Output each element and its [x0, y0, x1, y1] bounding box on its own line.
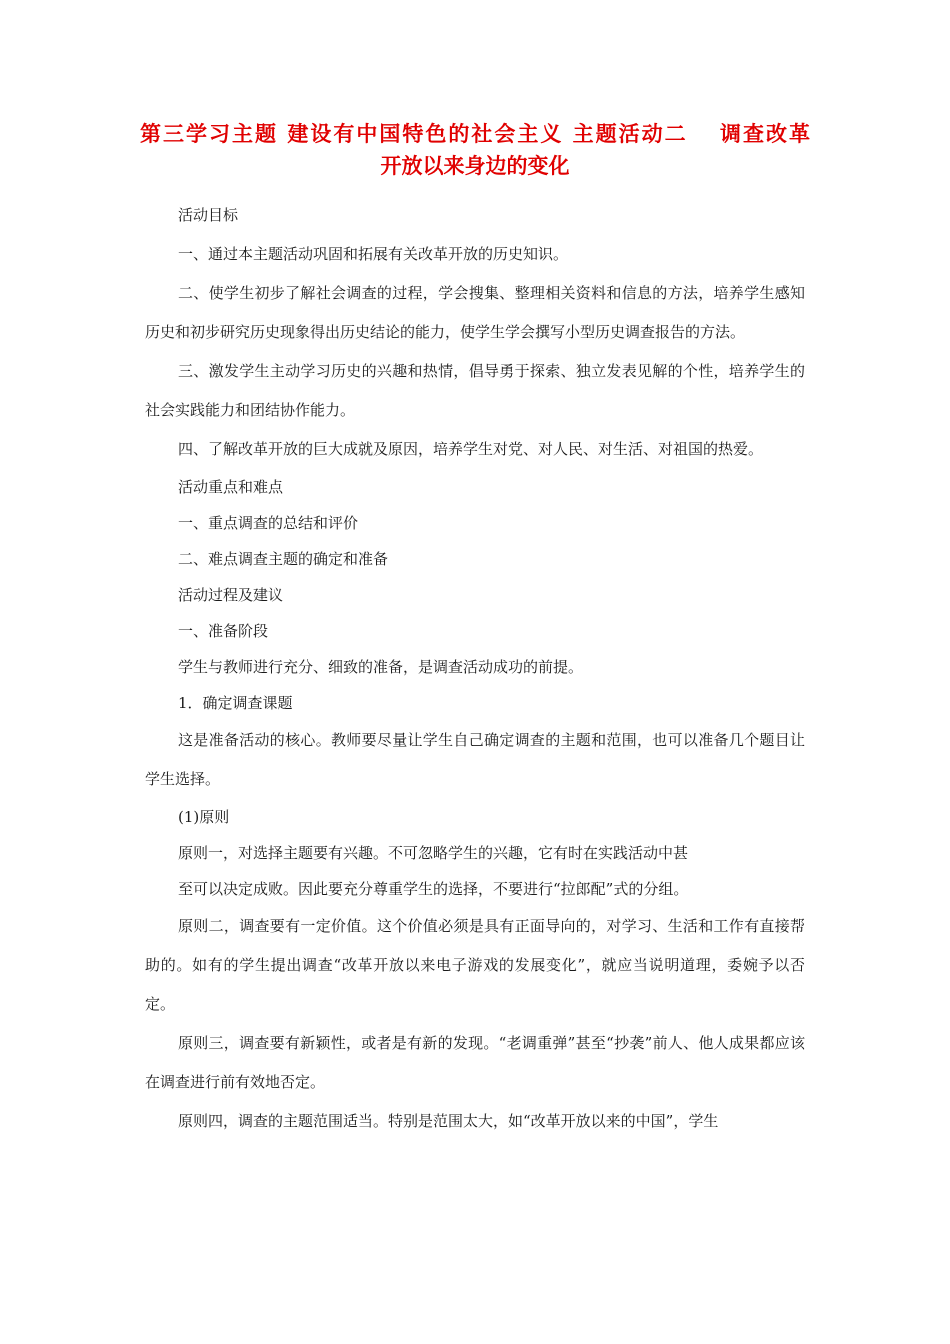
heading-determine-topic: 1．确定调查课题	[178, 694, 293, 712]
paragraph-goal-2: 二、使学生初步了解社会调查的过程，学会搜集、整理相关资料和信息的方法，培养学生感知历史和初步研究历史现象得出历史结论的能力，使学生学会撰写小型历史调查报告的方法。	[145, 284, 805, 341]
heading-activity-goals: 活动目标	[178, 206, 239, 224]
heading-key-points: 活动重点和难点	[178, 478, 284, 496]
paragraph-principle-2: 原则二，调查要有一定价值。这个价值必须是具有正面导向的，对学习、生活和工作有直接帮助的。如有的学生提出调查“改革开放以来电子游戏的发展变化”，就应当说明道理，委婉予以否定。	[145, 917, 805, 1013]
title-line-1: 第三学习主题 建设有中国特色的社会主义 主题活动二 调查改革	[140, 122, 810, 146]
document-title	[140, 118, 810, 182]
paragraph-key-point: 一、重点调查的总结和评价	[178, 514, 359, 532]
paragraph-principle-1b: 至可以决定成败。因此要充分尊重学生的选择，不要进行“拉郎配”式的分组。	[178, 880, 689, 898]
paragraph-goal-1: 一、通过本主题活动巩固和拓展有关改革开放的历史知识。	[178, 245, 569, 263]
title-line-2: 开放以来身边的变化	[380, 154, 570, 178]
paragraph-principle-3: 原则三，调查要有新颖性，或者是有新的发现。“老调重弹”甚至“抄袭”前人、他人成果都应该在调查进行前有效地否定。	[145, 1034, 805, 1091]
heading-preparation-stage: 一、准备阶段	[178, 622, 269, 640]
paragraph-goal-3: 三、激发学生主动学习历史的兴趣和热情，倡导勇于探索、独立发表见解的个性，培养学生的社会实践能力和团结协作能力。	[145, 362, 805, 419]
paragraph-preparation: 学生与教师进行充分、细致的准备，是调查活动成功的前提。	[178, 658, 584, 676]
document-body	[145, 196, 805, 1141]
paragraph-principle-4: 原则四，调查的主题范围适当。特别是范围太大，如“改革开放以来的中国”，学生	[178, 1112, 719, 1130]
paragraph-difficult-point: 二、难点调查主题的确定和准备	[178, 550, 389, 568]
paragraph-goal-4: 四、了解改革开放的巨大成就及原因，培养学生对党、对人民、对生活、对祖国的热爱。	[178, 440, 764, 458]
paragraph-principle-1a: 原则一，对选择主题要有兴趣。不可忽略学生的兴趣，它有时在实践活动中甚	[178, 844, 689, 862]
paragraph-core: 这是准备活动的核心。教师要尽量让学生自己确定调查的主题和范围，也可以准备几个题目让学生选择。	[145, 731, 805, 788]
heading-principles: (1)原则	[178, 808, 230, 826]
heading-process: 活动过程及建议	[178, 586, 284, 604]
